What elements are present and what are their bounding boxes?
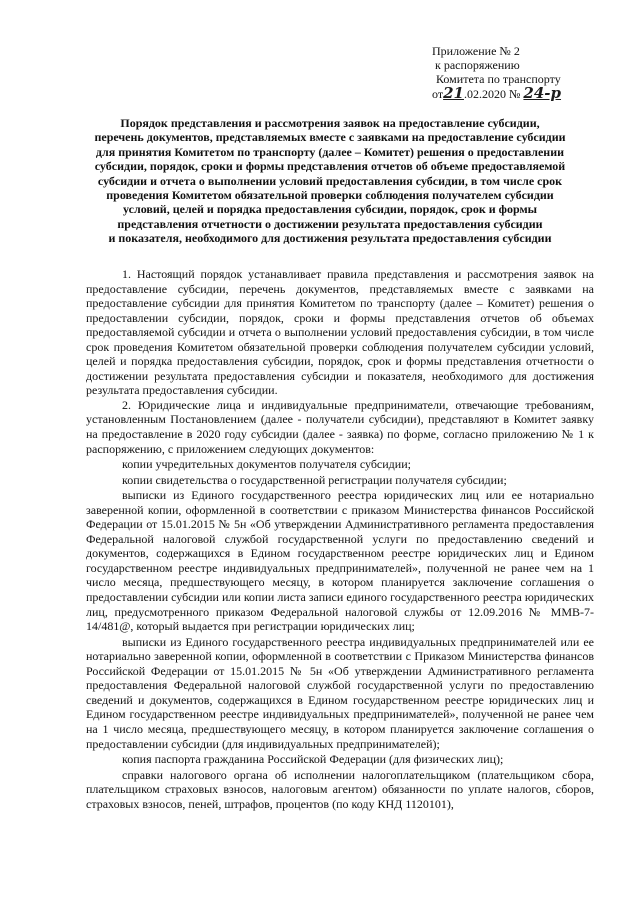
title-line: и показателя, необходимого для достижения результата предоставления субсидии xyxy=(108,231,552,246)
title-line: субсидии и отчета о выполнении условий предоставления субсидии, в том числе срок xyxy=(97,173,563,188)
list-item: копии учредительных документов получателя субсидии; xyxy=(122,457,411,472)
annex-number: 24-р xyxy=(523,84,562,102)
annex-block xyxy=(432,44,622,101)
title-line: субсидии, порядок, сроки и формы представления отчетов об объеме предоставляемой xyxy=(94,159,566,174)
annex-date-prefix: от xyxy=(432,87,444,101)
paragraph-2: 2. Юридические лица и индивидуальные предприниматели, отвечающие требованиям, установленным Постановлением (далее - получатели субсидии), представляют в Комитет заявку на предоставление в 2020 году субсидии (далее - заявка) по форме, согласно приложению № 1 к распоряжению, с приложением следующих документов: xyxy=(86,397,594,456)
list-item: копия паспорта гражданина Российской Федерации (для физических лиц); xyxy=(122,752,504,767)
title-line: для принятия Комитетом по транспорту (далее – Комитет) решения о предоставлении xyxy=(95,144,565,159)
paragraph-1: 1. Настоящий порядок устанавливает правила представления и рассмотрения заявок на предоставление субсидии, перечень документов, представляемых вместе с заявками на предоставление субсидии для принятия Комитетом по транспорту (далее – Комитет) решения о предоставлении субсидии, порядок, сроки и формы представления отчетов об объемах предоставляемой субсидии и отчета о выполнении условий предоставления субсидии, в том числе срок проведения Комитетом обязательной проверки соблюдения получателем субсидии условий, целей и порядка предоставления субсидии, порядок, срок и формы представления отчетности о достижении результата предоставления субсидии и показателя, необходимого для достижения результата предоставления субсидии. xyxy=(86,267,594,398)
list-item: копии свидетельства о государственной регистрации получателя субсидии; xyxy=(122,472,507,487)
annex-date-day: 21 xyxy=(443,84,464,102)
annex-title: Приложение № 2 xyxy=(432,44,520,58)
annex-date-line xyxy=(432,86,622,101)
title-line: Порядок представления и рассмотрения заявок на предоставление субсидии, xyxy=(120,116,540,130)
title-line: представления отчетности о достижении результата предоставления субсидии xyxy=(117,216,543,231)
list-item: выписки из Единого государственного реестра юридических лиц или ее нотариально заверенной копии, оформленной в соответствии с приказом Министерства финансов Российской Федерации от 15.01.2015 № 5н «Об утверждении Административного регламента предоставления Федеральной налоговой службой государственной услуги по предоставлению сведений и документов, содержащихся в Едином государственном реестре юридических лиц и Едином государственном реестре индивидуальных предпринимателей», полученной не ранее чем на 1 число месяца, предшествующего месяцу, в котором планируется заключение соглашения о предоставлении субсидии или копии листа записи единого государственного реестра юридических лиц, предусмотренного приказом Федеральной налоговой службы от 12.09.2016 № ММВ-7-14/481@, который выдается при регистрации юридических лиц; xyxy=(86,488,594,634)
title-line: проведения Комитетом обязательной проверки соблюдения получателем субсидии xyxy=(106,188,554,203)
title-line: перечень документов, представляемых вместе с заявками на предоставление субсидии xyxy=(94,130,566,145)
annex-date-rest: .02.2020 № xyxy=(463,87,521,101)
title-line: условий, целей и порядка предоставления субсидии, порядок, срок и формы xyxy=(123,202,537,217)
document-body xyxy=(86,267,594,811)
document-title xyxy=(82,116,578,246)
annex-committee: Комитета по транспорту xyxy=(436,72,561,86)
annex-order-ref: к распоряжению xyxy=(435,58,520,72)
list-item: справки налогового органа об исполнении налогоплательщиком (плательщиком сбора, плательщиком страховых взносов, налоговым агентом) обязанности по уплате налогов, сборов, страховых взносов, пеней, штрафов, процентов (по коду КНД 1120101), xyxy=(86,767,594,811)
list-item: выписки из Единого государственного реестра индивидуальных предпринимателей или ее нотариально заверенной копии, оформленной в соответствии с Приказом Министерства финансов Российской Федерации от 15.01.2015 № 5н «Об утверждении Административного регламента предоставления Федеральной налоговой службой государственной услуги по предоставлению сведений и документов, содержащихся в Едином государственном реестре юридических лиц и Едином государственном реестре индивидуальных предпринимателей», полученной не ранее чем на 1 число месяца, предшествующего месяцу, в котором планируется заключение соглашения о предоставлении субсидии (для индивидуальных предпринимателей); xyxy=(86,634,594,751)
